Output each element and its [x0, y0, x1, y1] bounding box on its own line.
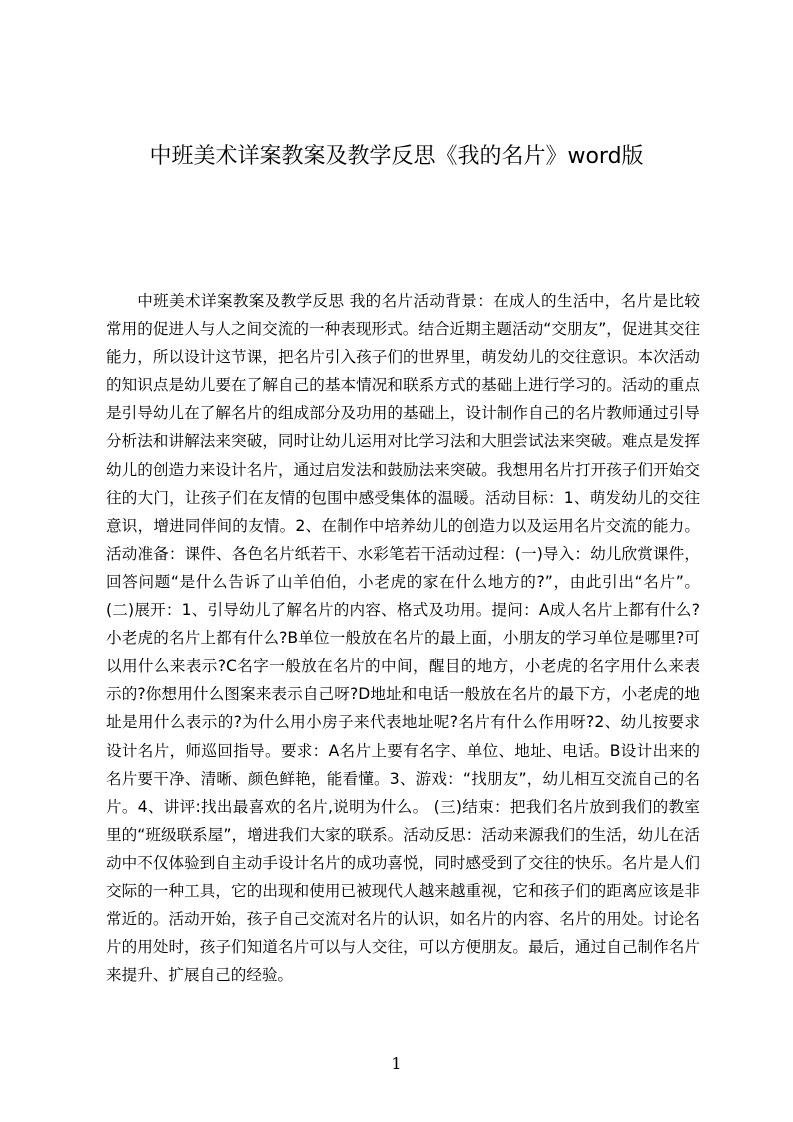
document-body-paragraph: 中班美术详案教案及教学反思 我的名片活动背景：在成人的生活中，名片是比较常用的促进人与人之间交流的一种表现形式。结合近期主题活动“交朋友”，促进其交往能力，所以设计这节课，把名片引入孩子们的世界里，萌发幼儿的交往意识。本次活动的知识点是幼儿要在了解自己的基本情况和联系方式的基础上进行学习的。活动的重点是引导幼儿在了解名片的组成部分及功用的基础上，设计制作自己的名片教师通过引导分析法和讲解法来突破，同时让幼儿运用对比学习法和大胆尝试法来突破。难点是发挥幼儿的创造力来设计名片，通过启发法和鼓励法来突破。我想用名片打开孩子们开始交往的大门，让孩子们在友情的包围中感受集体的温暖。活动目标：1、萌发幼儿的交往意识，增进同伴间的友情。2、在制作中培养幼儿的创造力以及运用名片交流的能力。活动准备：课件、各色名片纸若干、水彩笔若干活动过程：(一)导入：幼儿欣赏课件，回答问题“是什么告诉了山羊伯伯，小老虎的家在什么地方的?”，由此引出“名片”。(二)展开：1、引导幼儿了解名片的内容、格式及功用。提问：A成人名片上都有什么?小老虎的名片上都有什么?B单位一般放在名片的最上面，小朋友的学习单位是哪里?可以用什么来表示?C名字一般放在名片的中间，醒目的地方，小老虎的名字用什么来表示的?你想用什么图案来表示自己呀?D地址和电话一般放在名片的最下方，小老虎的地址是用什么表示的?为什么用小房子来代表地址呢?名片有什么作用呀?2、幼儿按要求设计名片，师巡回指导。要求：A名片上要有名字、单位、地址、电话。B设计出来的名片要干净、清晰、颜色鲜艳，能看懂。3、游戏：“找朋友”，幼儿相互交流自己的名片。4、讲评:找出最喜欢的名片,说明为什么。 (三)结束：把我们名片放到我们的教室里的“班级联系屋”，增进我们大家的联系。活动反思：活动来源我们的生活，幼儿在活动中不仅体验到自主动手设计名片的成功喜悦，同时感受到了交往的快乐。名片是人们交际的一种工具，它的出现和使用已被现代人越来越重视，它和孩子们的距离应该是非常近的。活动开始，孩子自己交流对名片的认识，如名片的内容、名片的用处。讨论名片的用处时，孩子们知道名片可以与人交往，可以方便朋友。最后，通过自己制作名片来提升、扩展自己的经验。 — [106, 292, 700, 985]
document-title: 中班美术详案教案及教学反思《我的名片》word版 — [149, 144, 644, 169]
page-number: 1 — [391, 1054, 402, 1073]
